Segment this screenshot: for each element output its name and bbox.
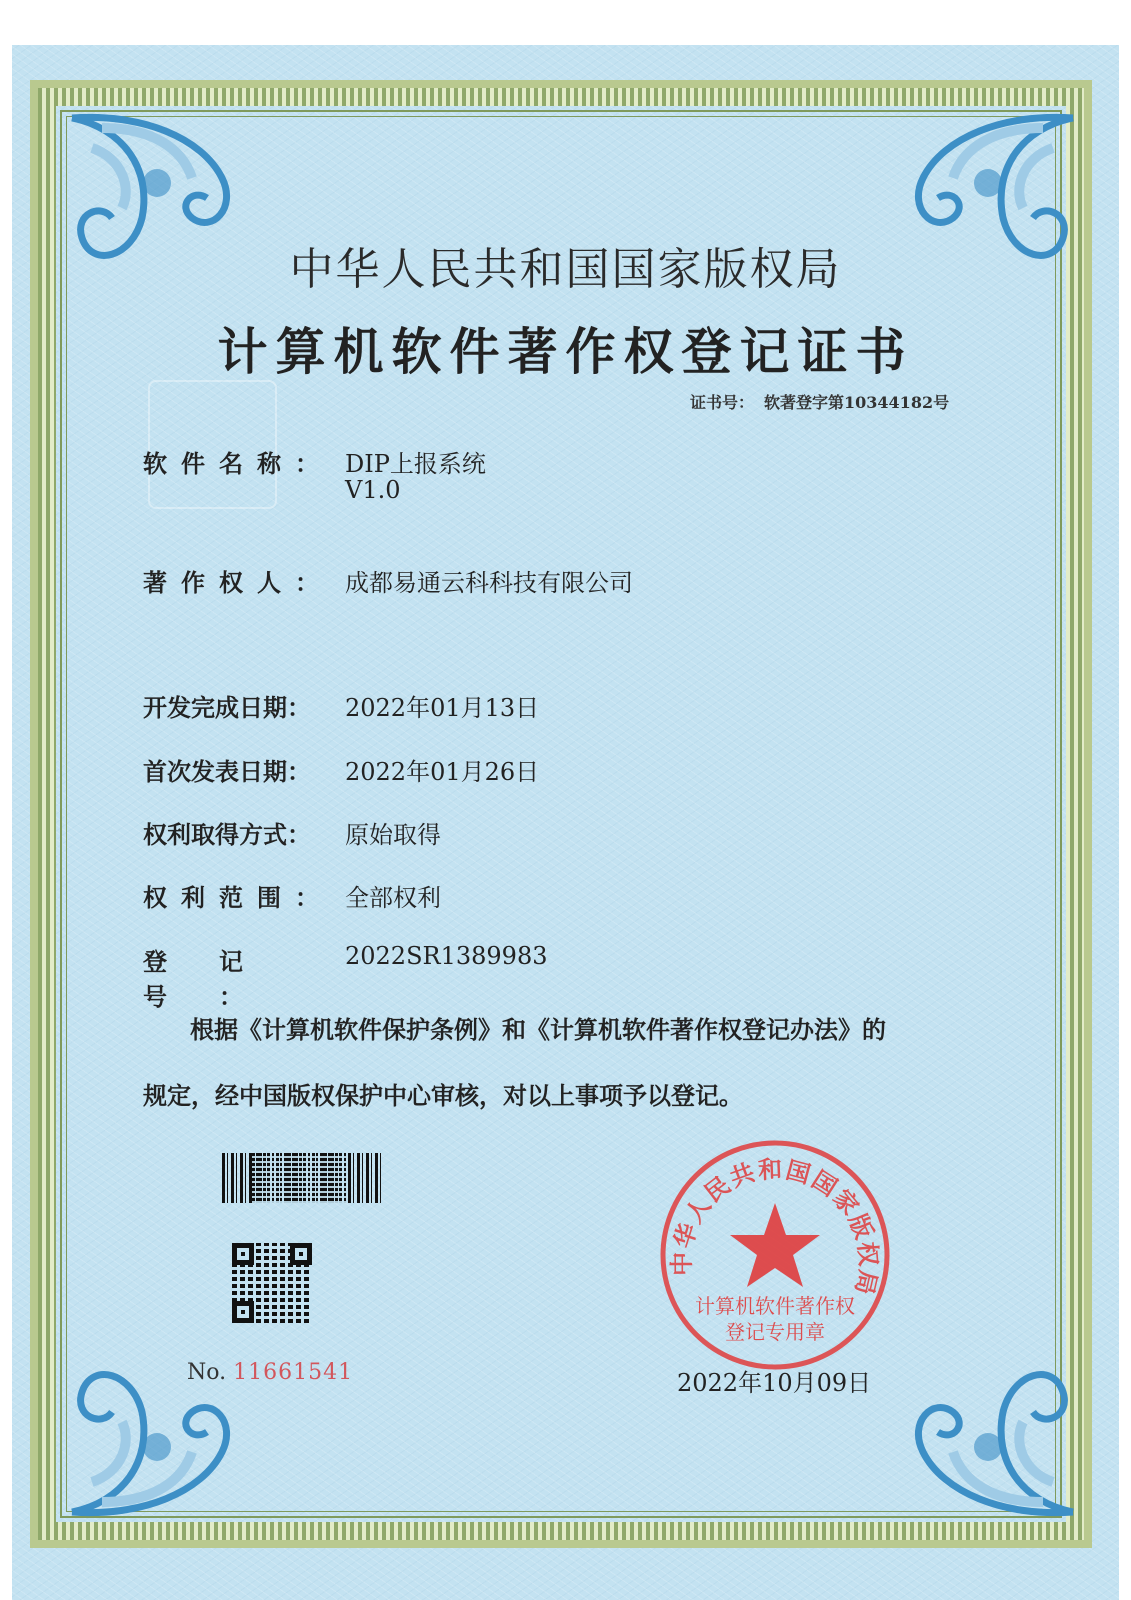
official-seal — [655, 1135, 895, 1375]
dev-date-label: 开发完成日期： — [143, 693, 311, 722]
owner-row — [143, 563, 633, 598]
scope-value: 全部权利 — [345, 884, 441, 912]
software-name-value: DIP上报系统 — [345, 450, 486, 478]
seal-arc-text: 中华人民共和国国家版权局 — [666, 1154, 884, 1300]
dev-date-value: 2022年01月13日 — [345, 694, 540, 722]
serial-number — [187, 1360, 353, 1385]
certificate-title: 计算机软件著作权登记证书 — [217, 322, 914, 381]
software-name-row — [143, 444, 486, 479]
issue-date: 2022年10月09日 — [677, 1369, 872, 1397]
pub-date-row — [143, 752, 540, 787]
owner-value: 成都易通云科科技有限公司 — [345, 569, 633, 597]
serial-label: No. — [187, 1360, 227, 1385]
seal-star-icon — [730, 1203, 820, 1287]
qr-code-icon — [232, 1243, 312, 1323]
pub-date-label: 首次发表日期： — [143, 757, 311, 786]
seal-line-2: 登记专用章 — [725, 1320, 825, 1344]
certificate-number — [690, 390, 959, 413]
acquire-label: 权利取得方式： — [143, 820, 311, 849]
owner-label: 著作权人： — [143, 568, 333, 597]
reg-no-label: 登记号： — [143, 947, 295, 1011]
corner-ornament-icon — [62, 1322, 302, 1522]
certificate-number-value: 软著登字第10344182号 — [764, 393, 950, 412]
serial-value: 11661541 — [233, 1360, 354, 1385]
dev-date-row — [143, 688, 540, 723]
barcode-data-block — [252, 1153, 348, 1203]
scope-row — [143, 878, 441, 913]
reg-no-row — [143, 942, 548, 1012]
issuer-title: 中华人民共和国国家版权局 — [289, 244, 842, 295]
statement-line-2: 规定，经中国版权保护中心审核，对以上事项予以登记。 — [143, 1081, 743, 1110]
seal-line-1: 计算机软件著作权 — [695, 1294, 855, 1318]
software-version-value: V1.0 — [345, 476, 401, 504]
pub-date-value: 2022年01月26日 — [345, 758, 540, 786]
software-name-label: 软件名称： — [143, 449, 333, 478]
scope-label: 权利范围： — [143, 883, 333, 912]
statement-line-1: 根据《计算机软件保护条例》和《计算机软件著作权登记办法》的 — [190, 1015, 886, 1044]
acquire-value: 原始取得 — [345, 821, 441, 849]
certificate-number-label: 证书号： — [690, 393, 755, 412]
reg-no-value: 2022SR1389983 — [345, 942, 548, 970]
acquire-row — [143, 815, 441, 850]
